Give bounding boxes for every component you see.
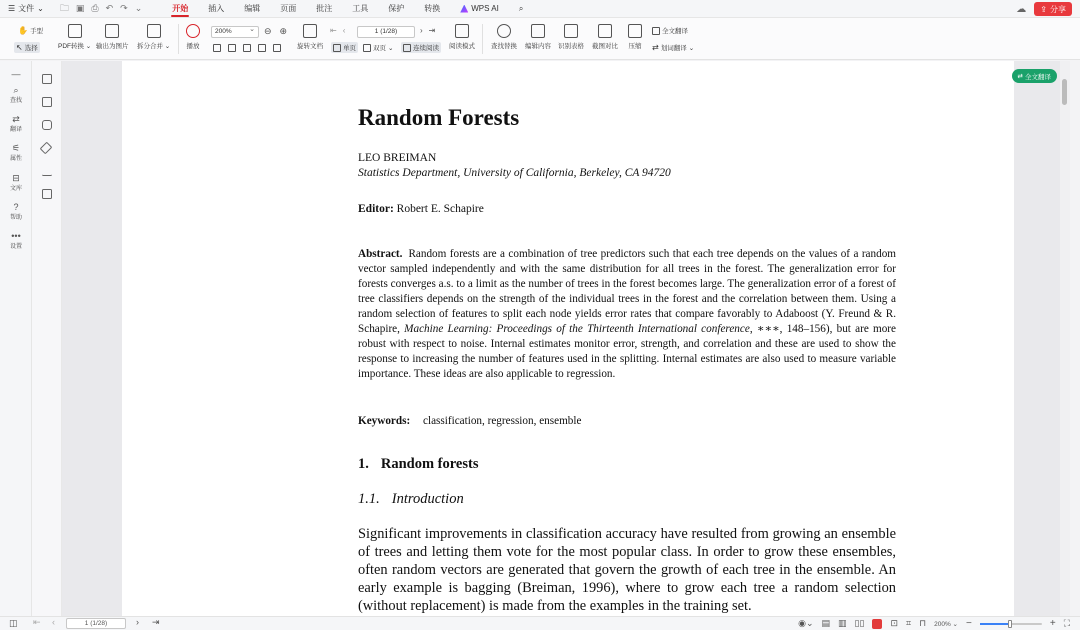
rotate-document-icon: [303, 24, 317, 38]
tab-convert[interactable]: 转换: [424, 3, 441, 13]
signature-icon[interactable]: [42, 166, 52, 176]
menu-bar: [0, 0, 1080, 18]
cursor-icon: ↖: [16, 43, 23, 52]
more-dots-icon: •••: [11, 231, 21, 241]
more-chevron-icon[interactable]: ⌄: [134, 3, 143, 13]
panel-toolbar: [32, 61, 62, 616]
tab-protect[interactable]: 保护: [388, 3, 405, 13]
continuous-read-button[interactable]: 连续阅读: [401, 42, 441, 53]
tab-edit[interactable]: 编辑: [244, 3, 261, 13]
save-icon[interactable]: ▣: [75, 3, 85, 13]
undo-icon[interactable]: ↶: [105, 3, 114, 13]
paper-affiliation: Statistics Department, University of California, Berkeley, CA 94720: [358, 167, 671, 179]
full-translate-ribbon-button[interactable]: 全文翻译: [652, 26, 688, 35]
zoom-out-icon[interactable]: ⊖: [264, 26, 272, 36]
translate-icon: [652, 27, 660, 35]
file-menu[interactable]: ☰ 文件 ⌄: [8, 4, 44, 13]
pdf-convert-icon: [68, 24, 82, 38]
compress-button[interactable]: 压缩: [628, 24, 642, 50]
status-page-input[interactable]: 1 (1/28): [66, 618, 126, 629]
paper-keywords: Keywords: classification, regression, ensemble: [358, 415, 582, 427]
hand-tool-button[interactable]: ✋ 手型: [18, 26, 43, 35]
next-page-icon[interactable]: ›: [136, 617, 139, 627]
word-translate-button[interactable]: ⇄ 划词翻译 ⌄: [652, 43, 695, 52]
thumbnail-icon[interactable]: [42, 97, 52, 107]
ribbon-divider: [482, 24, 483, 54]
actual-size-icon[interactable]: [243, 44, 251, 52]
translate-icon: ⇄: [1017, 73, 1023, 80]
pdf-convert-button[interactable]: PDF转换 ⌄: [58, 24, 91, 50]
tab-tools[interactable]: 工具: [352, 3, 369, 13]
search-icon[interactable]: ⌕: [518, 3, 524, 13]
tab-wps-ai[interactable]: WPS AI: [450, 0, 509, 18]
page-number-input[interactable]: 1 (1/28): [357, 26, 415, 38]
hamburger-icon: ☰: [8, 4, 16, 13]
paper-title: Random Forests: [358, 105, 520, 130]
eye-protect-icon[interactable]: ◉⌄: [798, 618, 814, 628]
pdf-page: [122, 61, 1014, 616]
document-viewport[interactable]: [62, 61, 1070, 616]
nav-find[interactable]: ⌕ 查找: [9, 85, 22, 104]
zoom-slider-fill: [980, 623, 1010, 625]
play-button[interactable]: 播放: [186, 24, 200, 50]
cloud-sync-icon[interactable]: ☁: [1016, 3, 1027, 15]
split-merge-icon: [147, 24, 161, 38]
compress-icon: [628, 24, 642, 38]
nav-settings[interactable]: ••• 设置: [9, 231, 22, 250]
play-slideshow-icon[interactable]: [872, 619, 882, 629]
bookmark-icon[interactable]: [42, 74, 52, 84]
prev-page-icon[interactable]: ‹: [342, 26, 346, 35]
section-heading: 1. Random forests: [358, 456, 479, 472]
edit-content-button[interactable]: 编辑内容: [525, 24, 551, 50]
play-icon: [186, 24, 200, 38]
search-icon: ⌕: [13, 85, 19, 95]
tab-page[interactable]: 页面: [280, 3, 297, 13]
share-icon: ⇪: [1040, 4, 1047, 14]
hand-icon: ✋: [18, 26, 28, 35]
status-bar: [0, 616, 1080, 630]
tab-annotate[interactable]: 批注: [316, 3, 333, 13]
continuous-icon: [403, 44, 411, 52]
single-page-button[interactable]: 单页: [331, 42, 358, 53]
edit-content-icon: [531, 24, 545, 38]
layers-icon[interactable]: [42, 189, 52, 199]
help-icon: ?: [13, 202, 19, 212]
next-page-icon[interactable]: ›: [420, 26, 423, 35]
read-mode-button[interactable]: 阅读模式: [449, 24, 475, 50]
last-page-icon[interactable]: ⇥: [428, 26, 436, 35]
paper-author: LEO BREIMAN: [358, 152, 437, 164]
last-page-icon[interactable]: ⇥: [152, 617, 160, 627]
comment-icon[interactable]: [42, 120, 52, 130]
scrollbar-thumb[interactable]: [1062, 79, 1067, 105]
double-page-button[interactable]: 双页 ⌄: [363, 43, 393, 52]
chevron-down-icon: ⌄: [388, 44, 394, 52]
sliders-icon: ⚟: [11, 143, 21, 153]
print-icon[interactable]: ⎙: [91, 3, 99, 13]
attachment-icon[interactable]: [40, 142, 53, 155]
fit-page-icon[interactable]: [228, 44, 236, 52]
magnifier-icon: [497, 24, 511, 38]
wps-ai-icon: [460, 5, 468, 13]
status-zoom-value[interactable]: 200% ⌄: [934, 620, 958, 628]
recognize-table-button[interactable]: 识别表格: [558, 24, 584, 50]
single-view-icon[interactable]: ▥: [838, 618, 847, 628]
fit-width-icon[interactable]: ⊡: [890, 618, 898, 628]
ribbon-divider: [178, 24, 179, 54]
rotate-document-button[interactable]: 旋转文档: [297, 24, 323, 50]
library-icon: ⊟: [12, 173, 20, 183]
double-page-icon: [363, 44, 371, 52]
actual-size-icon[interactable]: ⊓: [919, 618, 927, 628]
zoom-slider-knob[interactable]: [1008, 620, 1012, 628]
screenshot-compare-button[interactable]: 截图对比: [592, 24, 618, 50]
ribbon-tabs: [162, 0, 533, 18]
rotate-right-icon[interactable]: [273, 44, 281, 52]
quick-access-bar: [52, 1, 150, 17]
zoom-in-icon[interactable]: +: [1049, 618, 1056, 629]
image-export-icon: [105, 24, 119, 38]
fit-page-icon[interactable]: ⌗: [906, 618, 912, 628]
first-page-icon[interactable]: ⇤: [330, 26, 337, 35]
tab-start[interactable]: 开始: [162, 0, 198, 18]
double-view-icon[interactable]: ▯▯: [854, 618, 865, 628]
left-nav: [0, 61, 32, 616]
chevron-down-icon: ⌄: [37, 4, 44, 13]
ribbon-toolbar: [0, 18, 1080, 60]
first-page-icon[interactable]: ⇤: [33, 617, 41, 627]
body-paragraph: Significant improvements in classification accuracy have resulted from growing an ensemble of trees and letting them vote for the most popular class. In order to grow these ensembles, often random vectors are generated that govern the growth of each tree in the ensemble. An early example is bagging (Breiman, 1996), where to grow each tree a random selection (without replacement) is made from the examples in the training set.: [358, 526, 896, 614]
chevron-down-icon: ⌄: [688, 44, 695, 52]
zoom-in-icon[interactable]: ⊕: [279, 26, 288, 36]
paper-abstract: Abstract. Random forests are a combination of tree predictors such that each tree depends on the values of a random vector sampled independently and with the same distribution for all trees in the forest. The generalization error for forests converges a.s. to a limit as the number of trees in the forest becomes large. The generalization error of a forest of tree classifiers depends on the strength of the individual trees in the forest and the correlation between them. Using a random selection of features to split each node yields error rates that compare favorably to Adaboost (Y. Freund & R. Schapire, Machine Learning: Proceedings of the Thirteenth International conference, ∗∗∗, 148–156), but are more robust with respect to noise. Internal estimates monitor error, strength, and correlation and these are used to show the response to increasing the number of features used in the splitting. Internal estimates are also used to measure variable importance. These ideas are also applicable to regression.: [358, 248, 897, 380]
translate-word-icon: ⇄: [652, 43, 659, 52]
book-icon: [455, 24, 469, 38]
export-image-button[interactable]: 输出为图片: [96, 24, 129, 50]
rotate-left-icon[interactable]: [258, 44, 266, 52]
tab-insert[interactable]: 插入: [208, 3, 225, 13]
fit-width-icon[interactable]: [213, 44, 221, 52]
subsection-heading: 1.1. Introduction: [358, 491, 464, 507]
open-folder-icon[interactable]: 🗀: [59, 2, 69, 13]
single-page-icon: [333, 44, 341, 52]
paper-editor: Editor: Robert E. Schapire: [358, 203, 484, 215]
vertical-scrollbar[interactable]: [1060, 61, 1070, 616]
nav-translate[interactable]: ⇄ 翻译: [9, 114, 22, 133]
redo-icon[interactable]: ↷: [120, 3, 128, 13]
collapse-nav-icon[interactable]: —: [11, 69, 21, 79]
nav-help[interactable]: ? 帮助: [9, 202, 22, 221]
select-tool-button[interactable]: ↖ 选择: [16, 43, 38, 52]
nav-properties[interactable]: ⚟ 属性: [9, 143, 22, 162]
zoom-slider[interactable]: [980, 623, 1042, 625]
fullscreen-icon[interactable]: ⛶: [1063, 618, 1070, 628]
nav-library[interactable]: ⊟ 文库: [9, 173, 22, 192]
translate-icon: ⇄: [12, 114, 20, 124]
share-button[interactable]: ⇪ 分享: [1034, 2, 1072, 16]
screenshot-icon: [598, 24, 612, 38]
zoom-select[interactable]: 200% ⌄: [211, 26, 259, 38]
full-translate-button[interactable]: ⇄ 全文翻译: [1012, 69, 1057, 83]
prev-page-icon[interactable]: ‹: [52, 617, 55, 627]
zoom-out-icon[interactable]: −: [966, 618, 972, 629]
table-ocr-icon: [564, 24, 578, 38]
find-replace-button[interactable]: 查找替换: [491, 24, 517, 50]
sidebar-toggle-icon[interactable]: ◫: [9, 618, 18, 628]
split-merge-button[interactable]: 拆分合并 ⌄: [137, 24, 170, 50]
continuous-view-icon[interactable]: ▤: [821, 618, 831, 628]
